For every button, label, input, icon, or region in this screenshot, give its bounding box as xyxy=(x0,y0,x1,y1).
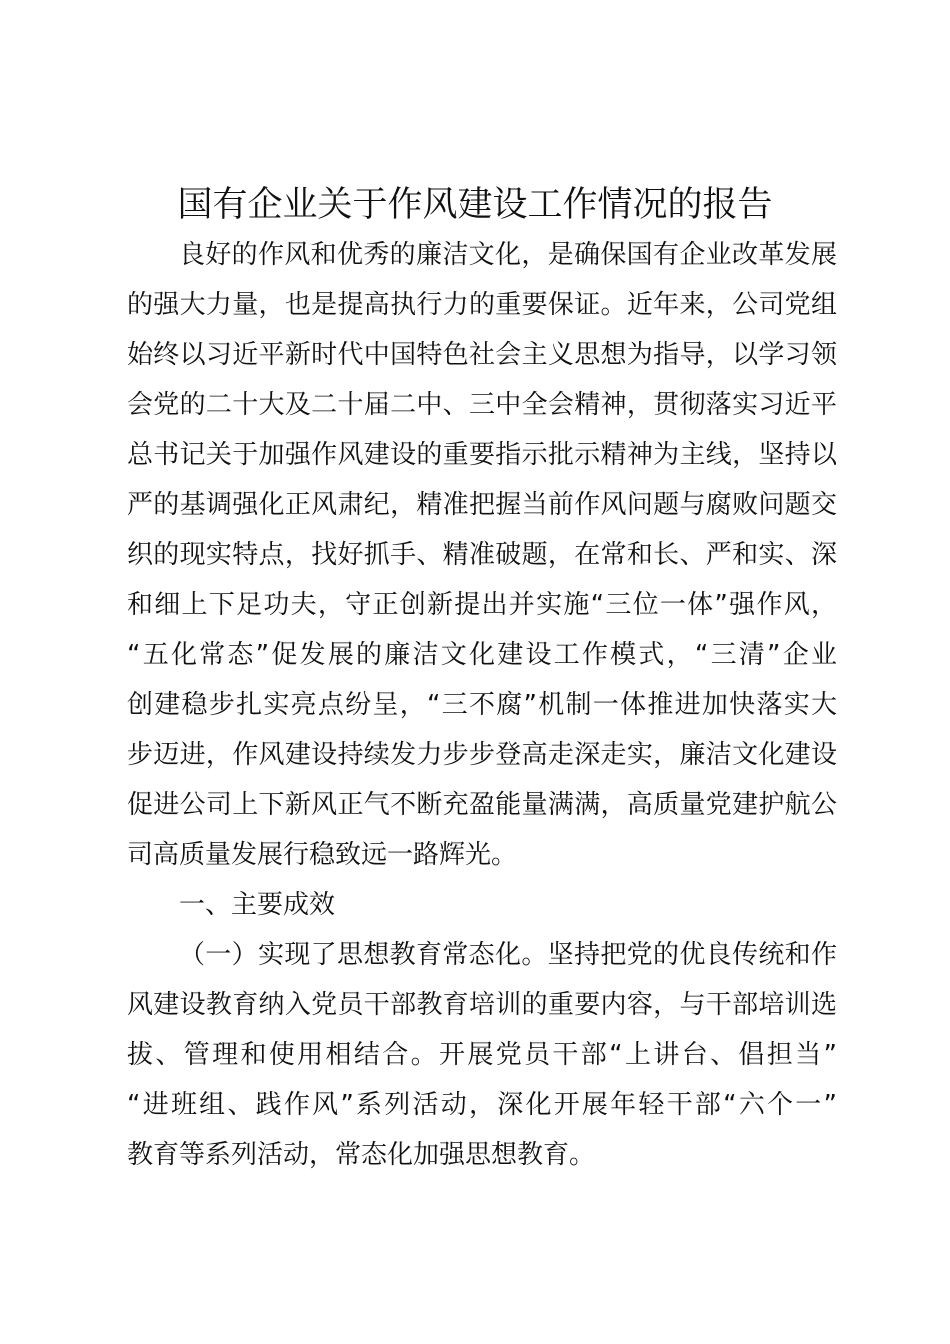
section-heading: 一、主要成效 xyxy=(179,890,336,920)
intro-line: 步迈进，作风建设持续发力步步登高走深走实，廉洁文化建设 xyxy=(127,740,837,770)
intro-line: 促进公司上下新风正气不断充盈能量满满，高质量党建护航公 xyxy=(127,790,837,820)
section-line: 教育等系列活动，常态化加强思想教育。 xyxy=(127,1140,596,1170)
intro-line: 始终以习近平新时代中国特色社会主义思想为指导，以学习领 xyxy=(127,340,837,370)
intro-line: 会党的二十大及二十届二中、三中全会精神，贯彻落实习近平 xyxy=(127,390,837,420)
section-line: （一）实现了思想教育常态化。坚持把党的优良传统和作 xyxy=(179,940,837,970)
intro-line: 的强大力量，也是提高执行力的重要保证。近年来，公司党组 xyxy=(127,290,837,320)
intro-line: 严的基调强化正风肃纪，精准把握当前作风问题与腐败问题交 xyxy=(127,490,837,520)
intro-line: 良好的作风和优秀的廉洁文化，是确保国有企业改革发展 xyxy=(179,240,837,270)
intro-line: 和细上下足功夫，守正创新提出并实施“三位一体”强作风， xyxy=(127,590,837,620)
intro-line: 司高质量发展行稳致远一路辉光。 xyxy=(127,840,518,870)
intro-line: 创建稳步扎实亮点纷呈，“三不腐”机制一体推进加快落实大 xyxy=(127,690,837,720)
intro-line: “五化常态”促发展的廉洁文化建设工作模式，“三清”企业 xyxy=(127,640,837,670)
intro-line: 织的现实特点，找好抓手、精准破题，在常和长、严和实、深 xyxy=(127,540,837,570)
section-line: 风建设教育纳入党员干部教育培训的重要内容，与干部培训选 xyxy=(127,990,837,1020)
section-line: “进班组、践作风”系列活动，深化开展年轻干部“六个一” xyxy=(127,1090,837,1120)
section-line: 拔、管理和使用相结合。开展党员干部“上讲台、倡担当” xyxy=(127,1040,837,1070)
document-title: 国有企业关于作风建设工作情况的报告 xyxy=(177,185,773,225)
intro-line: 总书记关于加强作风建设的重要指示批示精神为主线，坚持以 xyxy=(127,440,837,470)
